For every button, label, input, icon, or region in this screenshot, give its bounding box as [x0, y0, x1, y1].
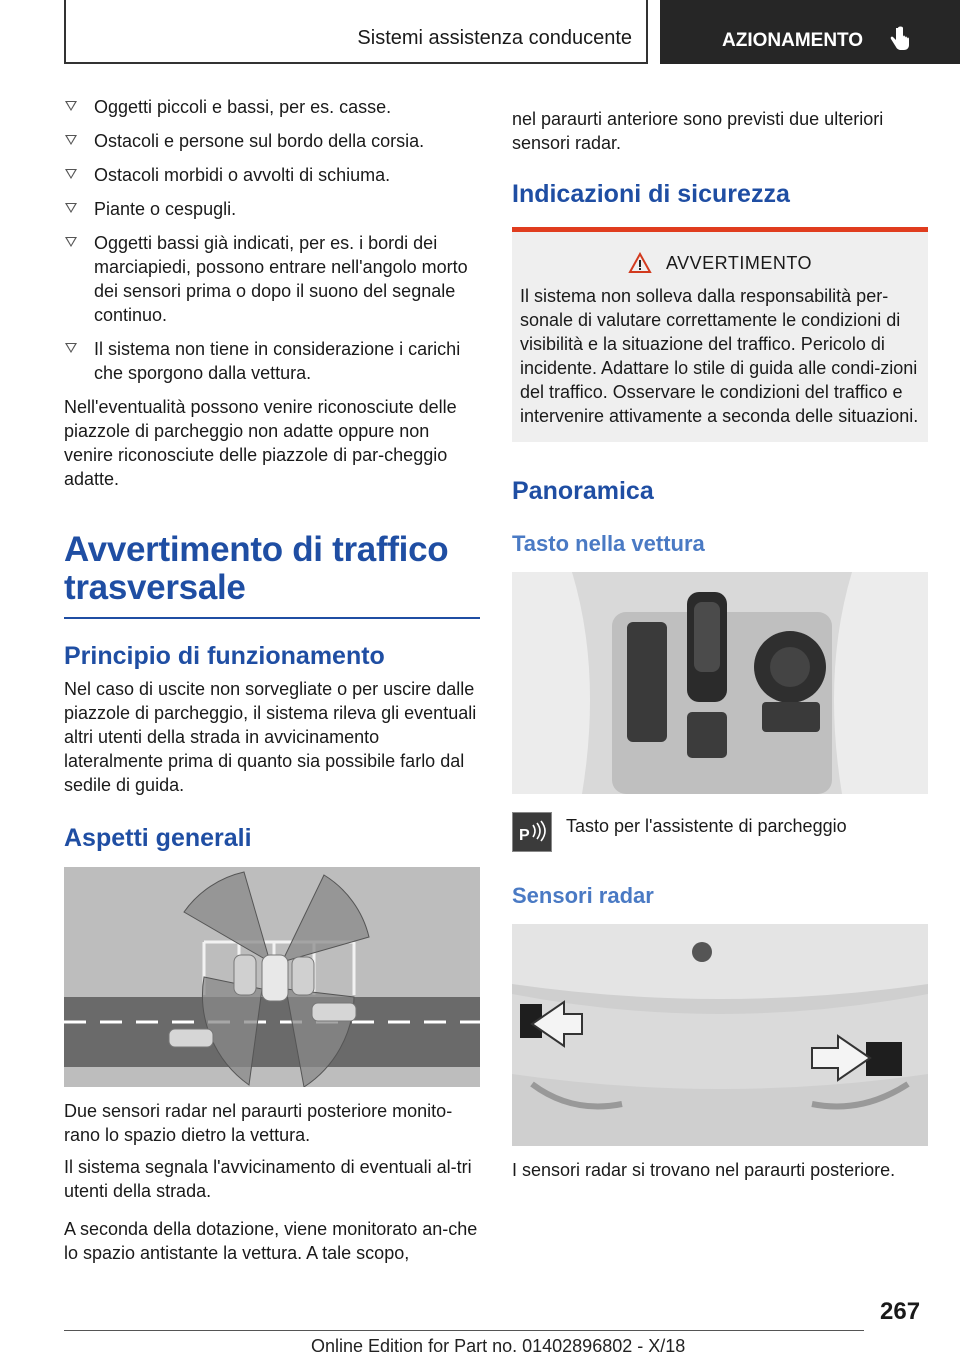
warning-header	[520, 252, 920, 274]
center-console-image	[512, 572, 928, 794]
safety-heading: Indicazioni di sicurezza	[512, 180, 790, 208]
running-header	[64, 0, 648, 64]
warning-triangle-icon	[628, 252, 652, 274]
principle-paragraph: Nel caso di uscite non sorvegliate o per uscire dalle piazzole di parcheggio, il sistema rileva gli eventuali altri utenti della strada in avvicinamento lateralmente prima di quanto sia possibile farlo dal sedile di guida.	[64, 679, 477, 795]
front-monitoring-paragraph: A seconda della dotazione, viene monitorato an-che lo spazio antistante la vettura. A tale scopo,	[64, 1219, 478, 1263]
general-heading: Aspetti generali	[64, 824, 252, 852]
list-item: Piante o cespugli.	[64, 197, 480, 221]
radar-caption: I sensori radar si trovano nel paraurti posteriore.	[512, 1160, 896, 1180]
principle-heading: Principio di funzionamento	[64, 642, 385, 670]
list-item: Oggetti piccoli e bassi, per es. casse.	[64, 95, 480, 119]
warning-title: AVVERTIMENTO	[665, 252, 813, 273]
page-number: 267	[880, 1298, 921, 1325]
warning-box	[512, 232, 928, 442]
radar-coverage-figure	[64, 867, 480, 1087]
chapter-title: AZIONAMENTO	[722, 30, 864, 51]
triangle-bullet-icon	[65, 135, 77, 145]
park-assist-button-icon	[512, 812, 552, 852]
limitations-list	[64, 95, 480, 385]
triangle-bullet-icon	[65, 101, 77, 111]
overview-heading: Panoramica	[512, 477, 654, 505]
rear-bumper-image	[512, 924, 928, 1146]
right-column	[512, 107, 928, 1182]
list-item: Oggetti bassi già indicati, per es. i bordi dei marciapiedi, possono entrare nell'angolo morto dei sensori prima o dopo il suono del segnale continuo.	[64, 231, 480, 327]
chapter-tab	[660, 0, 960, 64]
hand-pointer-icon	[887, 26, 911, 52]
left-column	[64, 95, 480, 1265]
button-caption: Tasto per l'assistente di parcheggio	[566, 816, 847, 836]
triangle-bullet-icon	[65, 203, 77, 213]
radar-sensors-paragraph: Due sensori radar nel paraurti posteriore monito-rano lo spazio dietro la vettura.	[64, 1101, 453, 1145]
svg-text:P: P	[519, 827, 530, 844]
parking-note-paragraph: Nell'eventualità possono venire riconosciute delle piazzole di parcheggio non adatte oppure non venire riconosciute delle piazzole di par-cheggio adatte.	[64, 397, 457, 489]
header-section-title: Sistemi assistenza conducente	[357, 27, 632, 49]
signal-paragraph: Il sistema segnala l'avvicinamento di eventuali al-tri utenti della strada.	[64, 1157, 472, 1201]
warning-text: Il sistema non solleva dalla responsabilità per-sonale di valutare correttamente le condizioni di visibilità e la situazione del traffico. Pericolo di incidente. Adattare lo stile di guida alle condi-zioni del traffico. Osservare le condizioni del traffico e intervenire attivamente a seconda delle situazioni.	[520, 286, 919, 426]
list-item: Ostacoli morbidi o avvolti di schiuma.	[64, 163, 480, 187]
radar-coverage-diagram	[64, 867, 480, 1087]
radar-subheading: Sensori radar	[512, 883, 654, 908]
button-subheading: Tasto nella vettura	[512, 531, 705, 556]
edition-note: Online Edition for Part no. 01402896802 - X/18	[311, 1336, 686, 1356]
button-caption-row	[512, 812, 928, 852]
triangle-bullet-icon	[65, 343, 77, 353]
list-item: Ostacoli e persone sul bordo della corsia.	[64, 129, 480, 153]
rear-bumper-photo	[512, 924, 928, 1146]
list-item: Il sistema non tiene in considerazione i carichi che sporgono dalla vettura.	[64, 337, 480, 385]
section-title: Avvertimento di traffico trasversale	[64, 530, 449, 607]
triangle-bullet-icon	[65, 237, 77, 247]
center-console-photo	[512, 572, 928, 794]
continuation-paragraph: nel paraurti anteriore sono previsti due ulteriori sensori radar.	[512, 109, 884, 153]
footer-rule	[64, 1330, 864, 1331]
triangle-bullet-icon	[65, 169, 77, 179]
